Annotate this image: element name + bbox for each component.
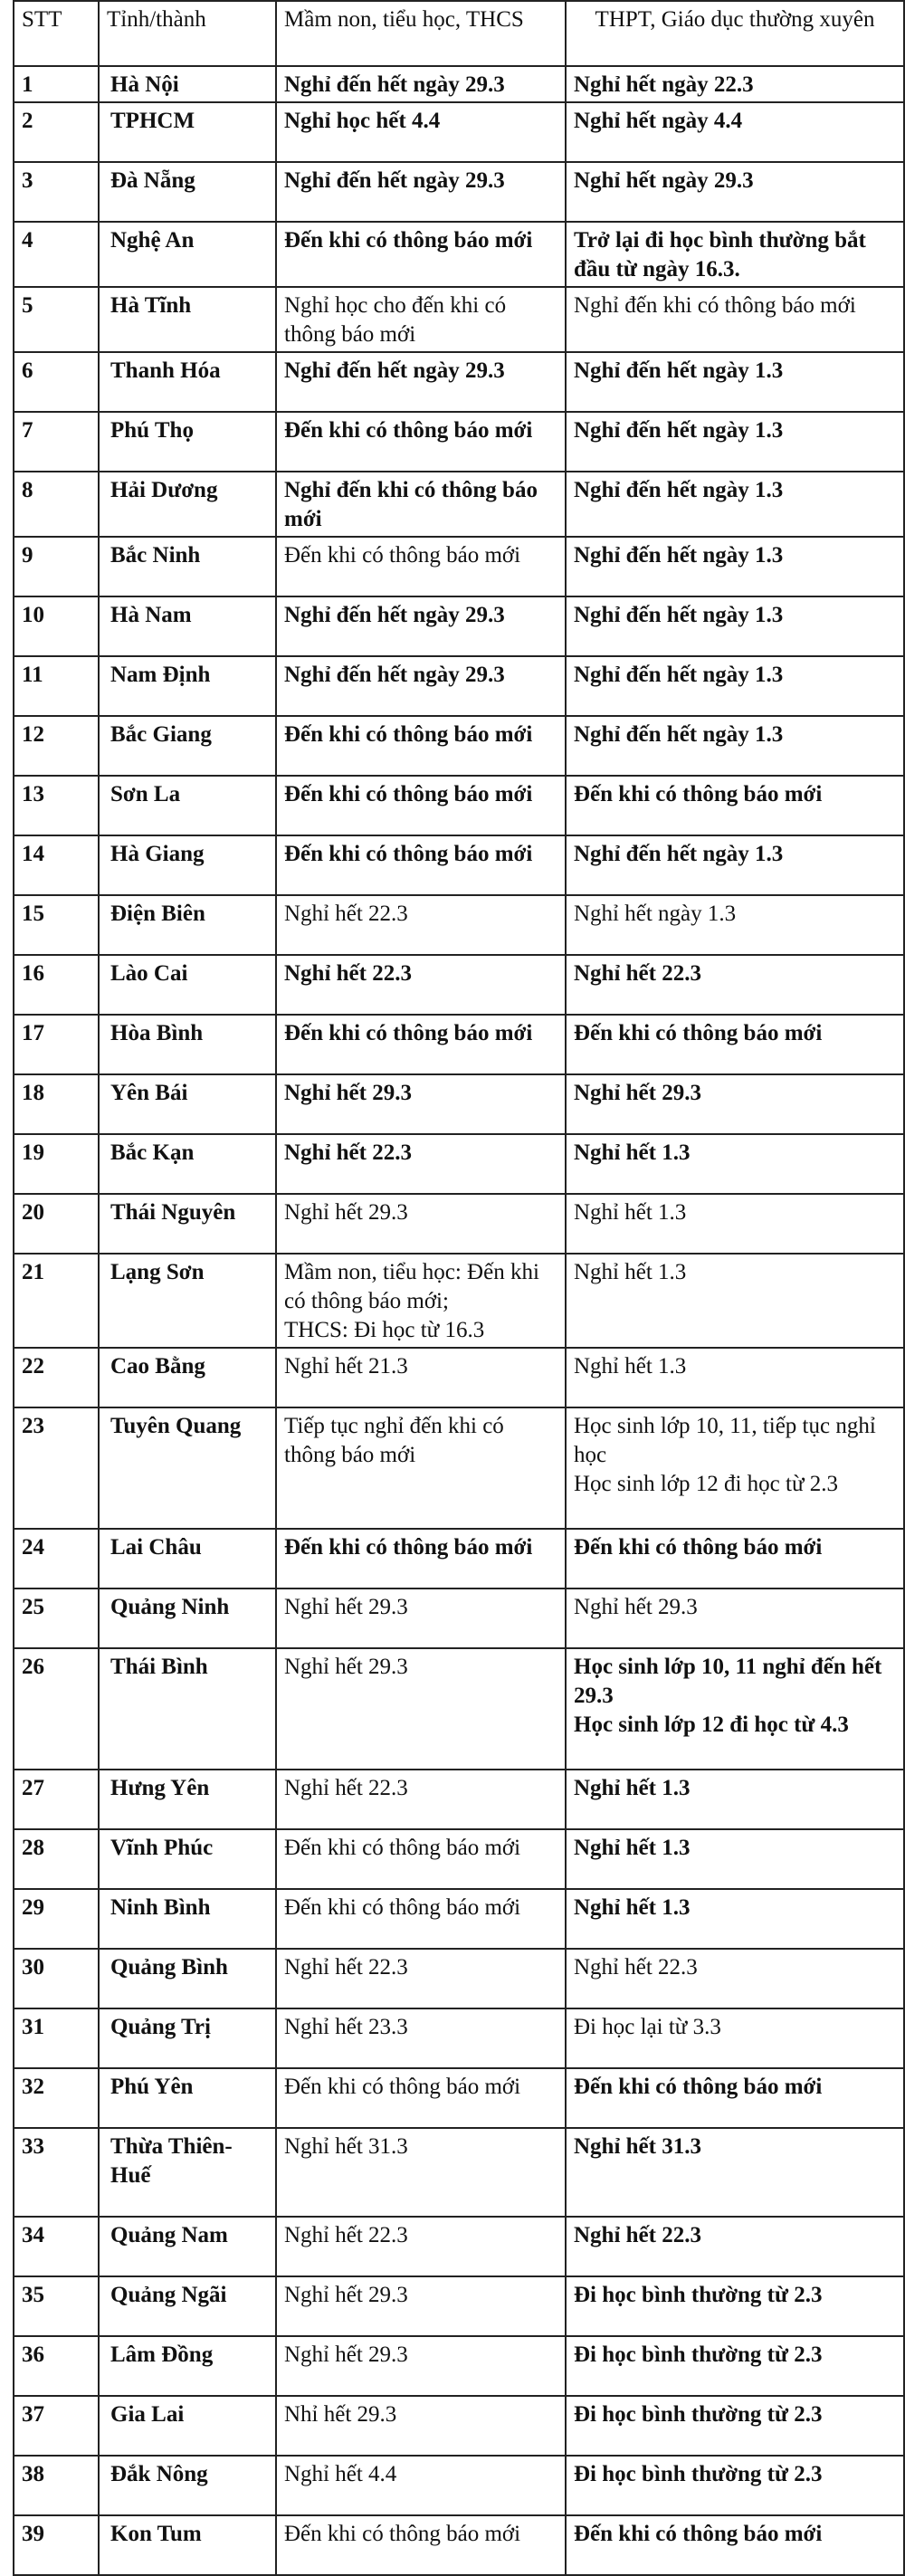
table-row [14,2515,904,2575]
row-lower-levels-status: Đến khi có thông báo mới [276,1015,566,1074]
row-upper-levels-status: Đi học bình thường từ 2.3 [566,2276,904,2336]
row-lower-levels-status: Nghỉ đến khi có thông báo mới [276,472,566,537]
row-stt: 23 [14,1407,99,1529]
table-row [14,102,904,162]
row-stt: 10 [14,596,99,656]
row-lower-levels-status: Nghỉ hết 23.3 [276,2008,566,2068]
row-province: Yên Bái [99,1074,276,1134]
row-province: Thừa Thiên-Huế [99,2128,276,2217]
row-upper-levels-status: Nghỉ đến hết ngày 1.3 [566,835,904,895]
row-lower-levels-status: Đến khi có thông báo mới [276,776,566,835]
row-lower-levels-status: Đến khi có thông báo mới [276,412,566,472]
row-lower-levels-status: Mầm non, tiểu học: Đến khi có thông báo mới; THCS: Đi học từ 16.3 [276,1254,566,1348]
row-upper-levels-status: Nghỉ hết 22.3 [566,2217,904,2276]
table-row [14,1254,904,1348]
row-upper-levels-status: Nghỉ hết ngày 22.3 [566,66,904,102]
table-row [14,1529,904,1589]
table-row [14,1949,904,2008]
row-province: Lào Cai [99,955,276,1015]
school-closure-table-page [13,0,903,2576]
row-lower-levels-status: Nghỉ hết 22.3 [276,1770,566,1829]
row-upper-levels-status: Nghỉ hết 29.3 [566,1589,904,1648]
row-upper-levels-status: Nghỉ hết 1.3 [566,1194,904,1254]
row-province: Hà Nam [99,596,276,656]
table-row [14,955,904,1015]
row-stt: 15 [14,895,99,955]
table-row [14,2217,904,2276]
row-province: Bắc Kạn [99,1134,276,1194]
row-province: Lạng Sơn [99,1254,276,1348]
row-stt: 32 [14,2068,99,2128]
row-upper-levels-status: Nghỉ hết 22.3 [566,1949,904,2008]
table-row [14,1015,904,1074]
row-lower-levels-status: Nghỉ đến hết ngày 29.3 [276,596,566,656]
row-upper-levels-status: Nghỉ hết 1.3 [566,1829,904,1889]
row-upper-levels-status: Đến khi có thông báo mới [566,2515,904,2575]
row-lower-levels-status: Nhỉ hết 29.3 [276,2396,566,2456]
row-lower-levels-status: Đến khi có thông báo mới [276,716,566,776]
row-lower-levels-status: Nghỉ hết 22.3 [276,1134,566,1194]
row-province: Thái Nguyên [99,1194,276,1254]
table-row [14,835,904,895]
row-stt: 31 [14,2008,99,2068]
row-lower-levels-status: Nghỉ hết 31.3 [276,2128,566,2217]
table-row [14,1407,904,1529]
row-upper-levels-status: Nghỉ hết 31.3 [566,2128,904,2217]
row-stt: 34 [14,2217,99,2276]
row-stt: 28 [14,1829,99,1889]
table-row [14,1589,904,1648]
row-lower-levels-status: Nghỉ học hết 4.4 [276,102,566,162]
row-upper-levels-status: Học sinh lớp 10, 11, tiếp tục nghỉ học Học sinh lớp 12 đi học từ 2.3 [566,1407,904,1529]
table-row [14,596,904,656]
row-province: Vĩnh Phúc [99,1829,276,1889]
table-row [14,352,904,412]
row-upper-levels-status: Đến khi có thông báo mới [566,1015,904,1074]
row-stt: 7 [14,412,99,472]
table-row [14,1889,904,1949]
row-lower-levels-status: Nghỉ học cho đến khi có thông báo mới [276,287,566,352]
row-stt: 26 [14,1648,99,1770]
row-stt: 39 [14,2515,99,2575]
row-lower-levels-status: Nghỉ hết 29.3 [276,1648,566,1770]
row-upper-levels-status: Đi học lại từ 3.3 [566,2008,904,2068]
row-stt: 16 [14,955,99,1015]
row-lower-levels-status: Nghỉ hết 21.3 [276,1348,566,1407]
row-stt: 9 [14,537,99,596]
row-province: Quảng Bình [99,1949,276,2008]
row-province: Bắc Ninh [99,537,276,596]
table-row [14,1074,904,1134]
row-upper-levels-status: Nghỉ hết 1.3 [566,1254,904,1348]
row-stt: 21 [14,1254,99,1348]
row-upper-levels-status: Nghỉ hết ngày 4.4 [566,102,904,162]
row-province: Tuyên Quang [99,1407,276,1529]
row-stt: 11 [14,656,99,716]
row-upper-levels-status: Nghỉ hết 29.3 [566,1074,904,1134]
row-stt: 38 [14,2456,99,2515]
row-province: Sơn La [99,776,276,835]
row-lower-levels-status: Đến khi có thông báo mới [276,222,566,287]
row-province: TPHCM [99,102,276,162]
row-stt: 19 [14,1134,99,1194]
table-row [14,162,904,222]
row-province: Hà Giang [99,835,276,895]
table-row [14,2336,904,2396]
row-stt: 3 [14,162,99,222]
row-upper-levels-status: Nghỉ đến hết ngày 1.3 [566,472,904,537]
row-stt: 6 [14,352,99,412]
row-province: Cao Bằng [99,1348,276,1407]
row-lower-levels-status: Nghỉ hết 29.3 [276,1074,566,1134]
header-lower-levels: Mầm non, tiểu học, THCS [276,1,566,66]
row-stt: 8 [14,472,99,537]
table-row [14,776,904,835]
row-lower-levels-status: Nghỉ hết 29.3 [276,1589,566,1648]
row-stt: 37 [14,2396,99,2456]
row-upper-levels-status: Nghỉ đến khi có thông báo mới [566,287,904,352]
table-row [14,2068,904,2128]
row-stt: 24 [14,1529,99,1589]
table-row [14,2456,904,2515]
row-upper-levels-status: Nghỉ đến hết ngày 1.3 [566,656,904,716]
row-province: Nam Định [99,656,276,716]
row-stt: 14 [14,835,99,895]
row-upper-levels-status: Nghỉ đến hết ngày 1.3 [566,596,904,656]
school-closure-table [13,0,905,2576]
row-upper-levels-status: Học sinh lớp 10, 11 nghỉ đến hết 29.3 Học sinh lớp 12 đi học từ 4.3 [566,1648,904,1770]
row-stt: 35 [14,2276,99,2336]
row-province: Ninh Bình [99,1889,276,1949]
row-province: Lai Châu [99,1529,276,1589]
row-upper-levels-status: Nghỉ hết 1.3 [566,1770,904,1829]
row-province: Đắk Nông [99,2456,276,2515]
row-stt: 4 [14,222,99,287]
table-row [14,287,904,352]
row-stt: 33 [14,2128,99,2217]
row-province: Quảng Ninh [99,1589,276,1648]
row-province: Thái Bình [99,1648,276,1770]
row-lower-levels-status: Nghỉ hết 22.3 [276,955,566,1015]
row-stt: 30 [14,1949,99,2008]
row-lower-levels-status: Đến khi có thông báo mới [276,1829,566,1889]
row-lower-levels-status: Nghỉ đến hết ngày 29.3 [276,656,566,716]
row-upper-levels-status: Nghỉ đến hết ngày 1.3 [566,412,904,472]
row-lower-levels-status: Đến khi có thông báo mới [276,2515,566,2575]
row-province: Kon Tum [99,2515,276,2575]
row-stt: 13 [14,776,99,835]
row-upper-levels-status: Nghỉ hết 1.3 [566,1889,904,1949]
row-lower-levels-status: Đến khi có thông báo mới [276,537,566,596]
row-lower-levels-status: Nghỉ hết 29.3 [276,2336,566,2396]
row-upper-levels-status: Đến khi có thông báo mới [566,2068,904,2128]
row-stt: 2 [14,102,99,162]
table-row [14,2396,904,2456]
table-row [14,1348,904,1407]
row-lower-levels-status: Nghỉ hết 22.3 [276,895,566,955]
table-row [14,895,904,955]
row-stt: 22 [14,1348,99,1407]
row-stt: 36 [14,2336,99,2396]
row-province: Phú Yên [99,2068,276,2128]
table-row [14,656,904,716]
table-row [14,1770,904,1829]
table-row [14,66,904,102]
row-upper-levels-status: Đến khi có thông báo mới [566,1529,904,1589]
row-lower-levels-status: Nghỉ hết 29.3 [276,2276,566,2336]
row-upper-levels-status: Nghỉ đến hết ngày 1.3 [566,352,904,412]
row-upper-levels-status: Nghỉ hết 22.3 [566,955,904,1015]
row-province: Quảng Ngãi [99,2276,276,2336]
row-province: Hà Nội [99,66,276,102]
row-province: Thanh Hóa [99,352,276,412]
row-lower-levels-status: Nghỉ hết 22.3 [276,1949,566,2008]
table-row [14,1194,904,1254]
header-stt: STT [14,1,99,66]
header-upper-levels: THPT, Giáo dục thường xuyên [566,1,904,66]
row-upper-levels-status: Đi học bình thường từ 2.3 [566,2456,904,2515]
table-row [14,1648,904,1770]
row-lower-levels-status: Đến khi có thông báo mới [276,2068,566,2128]
row-stt: 5 [14,287,99,352]
row-stt: 27 [14,1770,99,1829]
row-lower-levels-status: Đến khi có thông báo mới [276,835,566,895]
row-province: Hòa Bình [99,1015,276,1074]
row-lower-levels-status: Nghỉ hết 29.3 [276,1194,566,1254]
row-upper-levels-status: Nghỉ hết 1.3 [566,1134,904,1194]
header-province: Tỉnh/thành [99,1,276,66]
row-lower-levels-status: Nghỉ hết 4.4 [276,2456,566,2515]
row-stt: 12 [14,716,99,776]
row-province: Hưng Yên [99,1770,276,1829]
row-upper-levels-status: Đi học bình thường từ 2.3 [566,2336,904,2396]
table-row [14,222,904,287]
table-row [14,472,904,537]
row-upper-levels-status: Trở lại đi học bình thường bắt đầu từ ngày 16.3. [566,222,904,287]
table-row [14,716,904,776]
row-province: Gia Lai [99,2396,276,2456]
row-upper-levels-status: Nghỉ đến hết ngày 1.3 [566,537,904,596]
row-province: Nghệ An [99,222,276,287]
table-row [14,537,904,596]
row-stt: 17 [14,1015,99,1074]
table-row [14,1134,904,1194]
row-lower-levels-status: Tiếp tục nghỉ đến khi có thông báo mới [276,1407,566,1529]
row-province: Hải Dương [99,472,276,537]
row-upper-levels-status: Nghỉ hết ngày 1.3 [566,895,904,955]
row-province: Quảng Trị [99,2008,276,2068]
table-row [14,2128,904,2217]
row-province: Điện Biên [99,895,276,955]
row-lower-levels-status: Nghỉ đến hết ngày 29.3 [276,162,566,222]
table-row [14,412,904,472]
row-stt: 1 [14,66,99,102]
row-lower-levels-status: Nghỉ đến hết ngày 29.3 [276,352,566,412]
table-row [14,1829,904,1889]
row-province: Phú Thọ [99,412,276,472]
row-upper-levels-status: Nghỉ hết ngày 29.3 [566,162,904,222]
row-stt: 18 [14,1074,99,1134]
row-upper-levels-status: Nghỉ đến hết ngày 1.3 [566,716,904,776]
row-stt: 25 [14,1589,99,1648]
row-province: Bắc Giang [99,716,276,776]
row-upper-levels-status: Đi học bình thường từ 2.3 [566,2396,904,2456]
row-province: Đà Nẵng [99,162,276,222]
table-header-row [14,1,904,66]
row-province: Quảng Nam [99,2217,276,2276]
row-lower-levels-status: Nghỉ hết 22.3 [276,2217,566,2276]
table-row [14,2008,904,2068]
row-stt: 29 [14,1889,99,1949]
row-lower-levels-status: Nghỉ đến hết ngày 29.3 [276,66,566,102]
row-lower-levels-status: Đến khi có thông báo mới [276,1529,566,1589]
table-row [14,2276,904,2336]
row-upper-levels-status: Đến khi có thông báo mới [566,776,904,835]
row-stt: 20 [14,1194,99,1254]
row-province: Hà Tĩnh [99,287,276,352]
row-upper-levels-status: Nghỉ hết 1.3 [566,1348,904,1407]
row-province: Lâm Đồng [99,2336,276,2396]
row-lower-levels-status: Đến khi có thông báo mới [276,1889,566,1949]
